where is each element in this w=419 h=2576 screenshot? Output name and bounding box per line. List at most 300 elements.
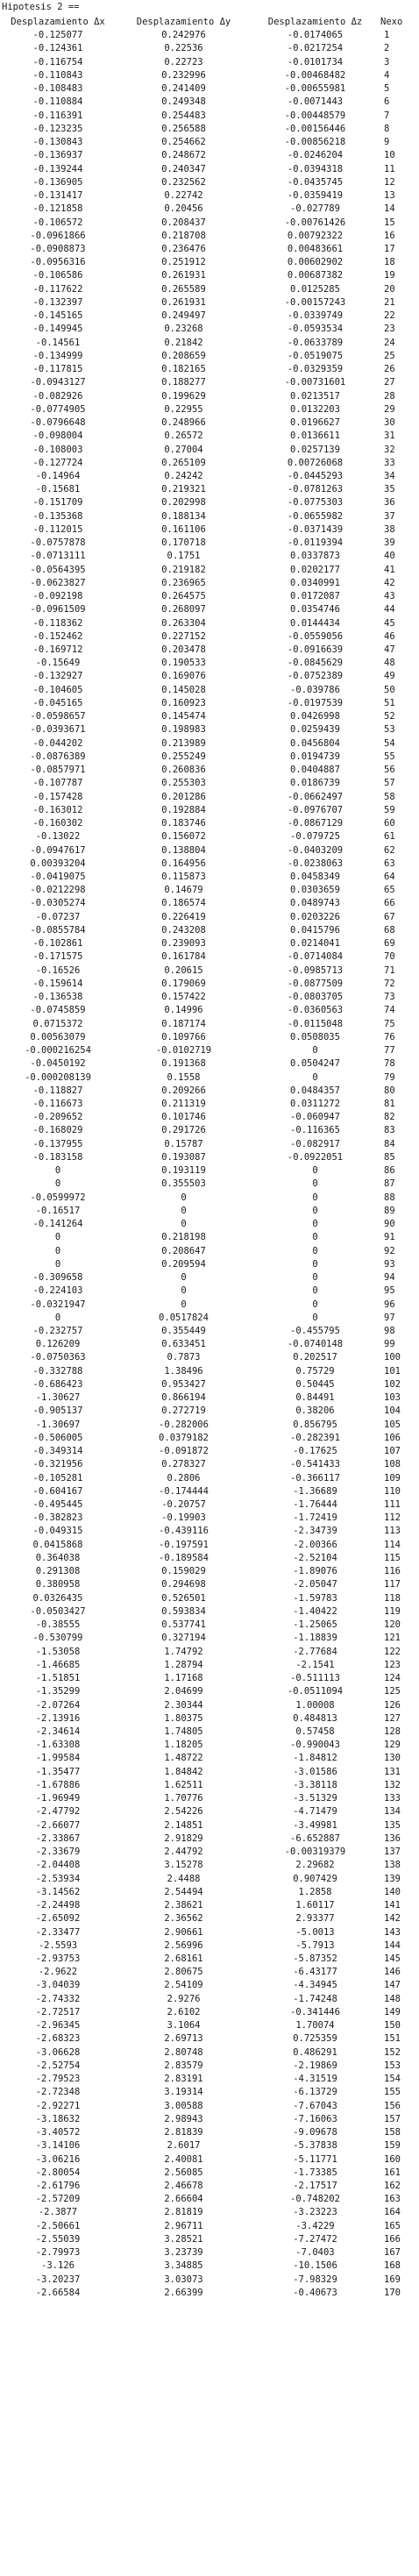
cell-nexo: 29 — [384, 403, 395, 415]
cell-dz: -0.0511094 — [287, 1686, 344, 1697]
table-row — [0, 136, 419, 149]
cell-nexo: 39 — [384, 537, 395, 549]
cell-dy: 0.22723 — [164, 56, 203, 68]
cell-dx: -0.15681 — [35, 484, 81, 495]
cell-dz: -9.09678 — [293, 2127, 337, 2138]
cell-dz: -0.0593534 — [287, 324, 344, 335]
cell-dy: 0.232996 — [161, 69, 206, 81]
cell-nexo: 3 — [384, 56, 390, 68]
table-row — [0, 1565, 419, 1578]
cell-nexo: 37 — [384, 510, 395, 522]
cell-dy: 0.355503 — [161, 1178, 206, 1190]
table-row — [0, 1071, 419, 1085]
cell-nexo: 144 — [384, 1939, 401, 1951]
cell-nexo: 74 — [384, 1005, 395, 1016]
cell-dx: -3.40572 — [35, 2127, 81, 2138]
cell-dz: 0 — [312, 1232, 318, 1243]
cell-dz: -1.73385 — [293, 2167, 337, 2178]
cell-nexo: 51 — [384, 697, 395, 708]
cell-dx: -0.0598657 — [30, 711, 86, 722]
table-row — [0, 1205, 419, 1218]
table-row — [0, 2220, 419, 2233]
cell-dz: -0.00157243 — [284, 296, 346, 308]
cell-dy: 0.7873 — [167, 1352, 201, 1363]
cell-dz: 0.0484357 — [290, 1085, 340, 1096]
cell-nexo: 127 — [384, 1712, 401, 1724]
cell-dz: -1.25065 — [293, 1619, 337, 1631]
cell-dy: 0.170718 — [161, 537, 206, 549]
cell-nexo: 114 — [384, 1539, 401, 1550]
cell-dy: 0.193087 — [161, 1151, 206, 1163]
table-row — [0, 1031, 419, 1044]
cell-nexo: 93 — [384, 1258, 395, 1270]
cell-nexo: 62 — [384, 844, 395, 856]
cell-dy: 0.219321 — [161, 484, 206, 495]
cell-dy: 0.236965 — [161, 577, 206, 588]
cell-dz: -0.455795 — [290, 1325, 340, 1336]
cell-dz: -0.0976707 — [287, 804, 344, 815]
table-row — [0, 684, 419, 697]
table-row — [0, 1085, 419, 1098]
cell-dy: 2.98943 — [164, 2113, 203, 2124]
cell-dx: -0.107787 — [32, 778, 83, 789]
cell-dy: 0.219182 — [161, 564, 206, 575]
cell-nexo: 54 — [384, 737, 395, 749]
cell-dx: -0.15649 — [35, 658, 81, 669]
table-row — [0, 1512, 419, 1525]
cell-dx: -0.07237 — [35, 911, 81, 922]
table-row — [0, 537, 419, 550]
table-row — [0, 884, 419, 897]
cell-nexo: 26 — [384, 364, 395, 375]
cell-dx: -0.349314 — [32, 1446, 83, 1457]
cell-dx: -0.0599972 — [30, 1192, 86, 1203]
cell-nexo: 80 — [384, 1085, 395, 1096]
cell-dy: 1.74792 — [164, 1646, 203, 1657]
cell-nexo: 41 — [384, 564, 395, 575]
table-row — [0, 390, 419, 403]
table-row — [0, 603, 419, 616]
cell-nexo: 113 — [384, 1526, 401, 1537]
table-row — [0, 978, 419, 991]
cell-dz: -0.511113 — [290, 1673, 340, 1684]
cell-dx: 0 — [54, 1312, 61, 1323]
cell-dy: 0.249497 — [161, 310, 206, 322]
table-row — [0, 1419, 419, 1432]
cell-dy: 0.186574 — [161, 898, 206, 909]
cell-dz: -0.0101734 — [287, 56, 344, 68]
cell-dy: 2.40081 — [164, 2153, 203, 2165]
cell-dy: 0.201286 — [161, 791, 206, 802]
cell-nexo: 99 — [384, 1339, 395, 1350]
table-row — [0, 56, 419, 69]
table-row — [0, 830, 419, 843]
cell-dx: -0.098004 — [32, 431, 83, 442]
cell-dz: -0.0071443 — [287, 96, 344, 108]
cell-dz: -0.0559056 — [287, 630, 344, 642]
cell-dx: -0.117815 — [32, 364, 83, 375]
cell-dx: 0 — [54, 1165, 61, 1177]
cell-dz: 0.0489743 — [290, 898, 340, 909]
cell-dz: -0.0633789 — [287, 337, 344, 348]
table-row — [0, 1124, 419, 1137]
cell-dx: -1.96949 — [35, 1793, 81, 1804]
cell-dz: -0.039786 — [290, 684, 340, 695]
cell-dx: -0.171575 — [32, 951, 83, 963]
table-row — [0, 1405, 419, 1418]
cell-dy: 0.23268 — [164, 324, 203, 335]
cell-dz: -5.87352 — [293, 1953, 337, 1964]
cell-dy: 0.159029 — [161, 1566, 206, 1577]
cell-nexo: 103 — [384, 1392, 401, 1404]
cell-nexo: 143 — [384, 1926, 401, 1938]
cell-dz: 0 — [312, 1192, 318, 1203]
table-row — [0, 897, 419, 910]
table-row — [0, 1498, 419, 1512]
cell-dy: 0.22955 — [164, 403, 203, 415]
cell-dy: 0.242976 — [161, 30, 206, 41]
table-row — [0, 844, 419, 857]
cell-nexo: 150 — [384, 2020, 401, 2032]
cell-dz: -5.37838 — [293, 2140, 337, 2152]
cell-nexo: 108 — [384, 1459, 401, 1470]
cell-nexo: 97 — [384, 1312, 395, 1323]
cell-dx: -0.110884 — [32, 96, 83, 108]
cell-nexo: 140 — [384, 1886, 401, 1897]
cell-nexo: 170 — [384, 2287, 401, 2298]
table-row — [0, 1365, 419, 1378]
table-row — [0, 1953, 419, 1966]
cell-dz: -0.0775303 — [287, 497, 344, 509]
cell-dy: 2.9276 — [167, 1993, 201, 2004]
cell-dx: 0.0715372 — [32, 1018, 83, 1029]
cell-dx: -2.3877 — [38, 2207, 78, 2218]
table-row — [0, 630, 419, 644]
cell-dz: -0.0359419 — [287, 190, 344, 202]
cell-nexo: 23 — [384, 324, 395, 335]
cell-dx: -0.0321947 — [30, 1299, 86, 1310]
cell-nexo: 168 — [384, 2260, 401, 2272]
cell-dy: 0.138804 — [161, 844, 206, 856]
cell-dx: -3.126 — [41, 2260, 75, 2272]
cell-nexo: 142 — [384, 1913, 401, 1925]
cell-dz: -0.0985713 — [287, 964, 344, 976]
cell-dy: 2.66604 — [164, 2194, 203, 2205]
cell-dx: -0.686423 — [32, 1378, 83, 1390]
cell-dx: -3.04039 — [35, 1980, 81, 1991]
cell-dy: 0.192884 — [161, 804, 206, 815]
table-row — [0, 764, 419, 777]
cell-dx: -3.14106 — [35, 2140, 81, 2152]
cell-dz: -2.17517 — [293, 2180, 337, 2191]
cell-dz: -0.0740148 — [287, 1339, 344, 1350]
table-row — [0, 590, 419, 603]
cell-nexo: 34 — [384, 470, 395, 481]
cell-dz: 0 — [312, 1272, 318, 1284]
cell-dx: -0.123235 — [32, 123, 83, 134]
table-row — [0, 964, 419, 978]
cell-dz: -0.060947 — [290, 1112, 340, 1123]
cell-dz: 0.00792322 — [287, 230, 344, 241]
cell-dy: 0.2806 — [167, 1472, 201, 1484]
cell-dy: 2.81819 — [164, 2207, 203, 2218]
cell-nexo: 66 — [384, 898, 395, 909]
cell-dy: 0.24242 — [164, 470, 203, 481]
cell-nexo: 50 — [384, 684, 395, 695]
cell-nexo: 107 — [384, 1446, 401, 1457]
cell-nexo: 16 — [384, 230, 395, 241]
cell-dy: 0.211319 — [161, 1098, 206, 1109]
cell-dy: 0.160923 — [161, 697, 206, 708]
cell-dz: -0.0217254 — [287, 43, 344, 54]
table-row — [0, 2180, 419, 2193]
table-row — [0, 1178, 419, 1191]
table-row — [0, 2060, 419, 2073]
cell-dx: -0.134999 — [32, 350, 83, 361]
cell-dz: -4.34945 — [293, 1980, 337, 1991]
cell-dz: -2.19869 — [293, 2060, 337, 2071]
cell-dy: 2.68161 — [164, 1953, 203, 1964]
table-row — [0, 2073, 419, 2086]
cell-dz: 0.38206 — [295, 1405, 335, 1417]
cell-dz: 0.00483661 — [287, 243, 344, 254]
table-row — [0, 577, 419, 590]
cell-nexo: 82 — [384, 1112, 395, 1123]
cell-dx: -0.38555 — [35, 1619, 81, 1631]
cell-dy: 0.0379182 — [159, 1432, 209, 1443]
cell-dx: 0.291308 — [35, 1566, 81, 1577]
cell-dx: -1.46685 — [35, 1659, 81, 1670]
table-row — [0, 991, 419, 1004]
cell-dz: -0.00856218 — [284, 137, 346, 148]
cell-dy: 2.4488 — [167, 1873, 201, 1884]
cell-dx: -2.57209 — [35, 2194, 81, 2205]
cell-dy: 0.208659 — [161, 350, 206, 361]
cell-nexo: 151 — [384, 2033, 401, 2045]
cell-dx: -0.112015 — [32, 523, 83, 535]
cell-dx: -0.905137 — [32, 1405, 83, 1417]
cell-dx: -0.131417 — [32, 190, 83, 202]
column-header-dy: Desplazamiento Δy — [136, 17, 231, 27]
cell-dz: -0.40673 — [293, 2287, 337, 2298]
table-row — [0, 911, 419, 924]
cell-nexo: 10 — [384, 150, 395, 161]
table-row — [0, 1312, 419, 1325]
cell-dy: 0 — [181, 1272, 187, 1284]
cell-dz: -3.4229 — [295, 2220, 335, 2231]
table-row — [0, 817, 419, 830]
table-row — [0, 2126, 419, 2139]
cell-dy: 3.00588 — [164, 2100, 203, 2111]
cell-dx: -2.66584 — [35, 2287, 81, 2298]
cell-dy: 1.48722 — [164, 1753, 203, 1764]
cell-dx: -2.66077 — [35, 1819, 81, 1831]
cell-dy: 0.161784 — [161, 951, 206, 963]
cell-dz: -3.49981 — [293, 1819, 337, 1831]
cell-nexo: 86 — [384, 1165, 395, 1177]
cell-dx: -0.169712 — [32, 644, 83, 656]
cell-dz: -0.00448579 — [284, 110, 346, 121]
cell-dx: -2.07264 — [35, 1699, 81, 1711]
table-body — [0, 29, 419, 2300]
cell-nexo: 90 — [384, 1219, 395, 1230]
cell-dz: 0.0426998 — [290, 711, 340, 722]
cell-dz: -1.40422 — [293, 1605, 337, 1617]
cell-dy: 2.83579 — [164, 2060, 203, 2071]
cell-dz: 0 — [312, 1285, 318, 1297]
cell-dx: -0.092198 — [32, 591, 83, 602]
cell-nexo: 165 — [384, 2220, 401, 2231]
cell-dz: -6.43177 — [293, 1967, 337, 1978]
cell-nexo: 130 — [384, 1753, 401, 1764]
cell-dy: 0.14996 — [164, 1005, 203, 1016]
table-row — [0, 1632, 419, 1645]
cell-dx: -2.04408 — [35, 1860, 81, 1871]
cell-dz: 2.93377 — [295, 1913, 335, 1925]
cell-dz: -0.17625 — [293, 1446, 337, 1457]
cell-nexo: 36 — [384, 497, 395, 509]
cell-dz: -5.0013 — [295, 1926, 335, 1938]
cell-nexo: 31 — [384, 431, 395, 442]
cell-dx: -0.127724 — [32, 457, 83, 468]
table-row — [0, 791, 419, 804]
cell-dz: -0.00761426 — [284, 217, 346, 228]
table-row — [0, 1726, 419, 1739]
cell-nexo: 49 — [384, 671, 395, 682]
cell-dz: 0 — [312, 1205, 318, 1216]
cell-nexo: 69 — [384, 938, 395, 950]
cell-dy: 0.161106 — [161, 523, 206, 535]
cell-dz: 0.0259439 — [290, 724, 340, 736]
cell-dz: 0.84491 — [295, 1392, 335, 1404]
cell-dz: 0.0172087 — [290, 591, 340, 602]
table-row — [0, 564, 419, 577]
cell-dy: 3.28521 — [164, 2233, 203, 2245]
cell-dy: 2.54109 — [164, 1980, 203, 1991]
cell-dz: -0.341446 — [290, 2006, 340, 2017]
cell-nexo: 136 — [384, 1832, 401, 1844]
cell-nexo: 155 — [384, 2087, 401, 2098]
cell-dz: 0.0202177 — [290, 564, 340, 575]
cell-dy: 0.209266 — [161, 1085, 206, 1096]
cell-dy: 0.169076 — [161, 671, 206, 682]
table-row — [0, 2100, 419, 2113]
cell-dz: 0.0504247 — [290, 1058, 340, 1070]
cell-dz: -10.1506 — [293, 2260, 337, 2272]
table-row — [0, 1018, 419, 1031]
cell-dx: -0.104605 — [32, 684, 83, 695]
cell-dx: -0.108483 — [32, 83, 83, 95]
cell-dz: 0 — [312, 1299, 318, 1310]
cell-dy: -0.091872 — [159, 1446, 209, 1457]
cell-dz: 0.0196627 — [290, 417, 340, 429]
cell-dx: -0.16517 — [35, 1205, 81, 1216]
cell-nexo: 35 — [384, 484, 395, 495]
cell-dz: -7.0403 — [295, 2247, 335, 2259]
cell-dx: -0.159614 — [32, 978, 83, 989]
table-row — [0, 950, 419, 964]
cell-dx: 0.0326435 — [32, 1592, 83, 1604]
cell-nexo: 5 — [384, 83, 390, 95]
cell-dx: 0.00393204 — [30, 857, 86, 869]
table-row — [0, 2233, 419, 2246]
cell-dz: -7.27472 — [293, 2233, 337, 2245]
table-row — [0, 430, 419, 443]
cell-dx: 0 — [54, 1232, 61, 1243]
table-row — [0, 871, 419, 884]
cell-nexo: 138 — [384, 1860, 401, 1871]
cell-nexo: 149 — [384, 2006, 401, 2017]
table-row — [0, 1552, 419, 1565]
cell-dx: -0.0419075 — [30, 872, 86, 882]
cell-dy: 3.03073 — [164, 2274, 203, 2285]
cell-dx: -0.0450192 — [30, 1058, 86, 1070]
cell-dx: -2.65092 — [35, 1913, 81, 1925]
table-row — [0, 2153, 419, 2167]
cell-dy: 2.54226 — [164, 1806, 203, 1818]
cell-dy: 1.84842 — [164, 1766, 203, 1777]
cell-dy: 0.294698 — [161, 1579, 206, 1590]
cell-dz: -4.71479 — [293, 1806, 337, 1818]
cell-dy: 0.278327 — [161, 1459, 206, 1470]
cell-dz: 0.0186739 — [290, 778, 340, 789]
cell-dx: -2.5593 — [38, 1939, 78, 1951]
cell-dx: -2.9622 — [38, 1967, 78, 1978]
cell-dz: 0.00726068 — [287, 457, 344, 468]
table-row — [0, 1873, 419, 1886]
table-row — [0, 1271, 419, 1284]
table-row — [0, 1338, 419, 1351]
table-row — [0, 323, 419, 336]
cell-dx: -0.0961509 — [30, 604, 86, 616]
cell-dy: 0.251912 — [161, 257, 206, 268]
cell-nexo: 132 — [384, 1779, 401, 1790]
cell-dx: -0.0757878 — [30, 537, 86, 549]
cell-dx: -0.082926 — [32, 390, 83, 402]
cell-dx: -0.495445 — [32, 1499, 83, 1511]
table-row — [0, 1819, 419, 1832]
table-row — [0, 149, 419, 162]
cell-dx: -0.604167 — [32, 1485, 83, 1497]
table-row — [0, 296, 419, 310]
cell-dx: -0.530799 — [32, 1633, 83, 1644]
table-row — [0, 2259, 419, 2273]
table-row — [0, 444, 419, 457]
cell-dz: 0 — [312, 1258, 318, 1270]
cell-dx: -0.121858 — [32, 203, 83, 215]
cell-dy: 0.327194 — [161, 1633, 206, 1644]
cell-nexo: 21 — [384, 296, 395, 308]
table-row — [0, 1646, 419, 1659]
cell-dz: -0.0922051 — [287, 1151, 344, 1163]
table-row — [0, 1832, 419, 1846]
cell-dz: -1.84812 — [293, 1753, 337, 1764]
displacement-table — [0, 16, 419, 2300]
cell-nexo: 44 — [384, 604, 395, 616]
cell-dy: 0.179069 — [161, 978, 206, 989]
cell-dx: -0.124361 — [32, 43, 83, 54]
cell-dz: 0.75729 — [295, 1365, 335, 1377]
cell-dx: -0.0564395 — [30, 564, 86, 575]
table-row — [0, 1979, 419, 1992]
table-row — [0, 1138, 419, 1151]
table-row — [0, 69, 419, 82]
cell-dy: -0.189584 — [159, 1552, 209, 1563]
cell-dz: 0 — [312, 1219, 318, 1230]
cell-nexo: 160 — [384, 2153, 401, 2165]
cell-nexo: 96 — [384, 1299, 395, 1310]
cell-nexo: 38 — [384, 523, 395, 535]
